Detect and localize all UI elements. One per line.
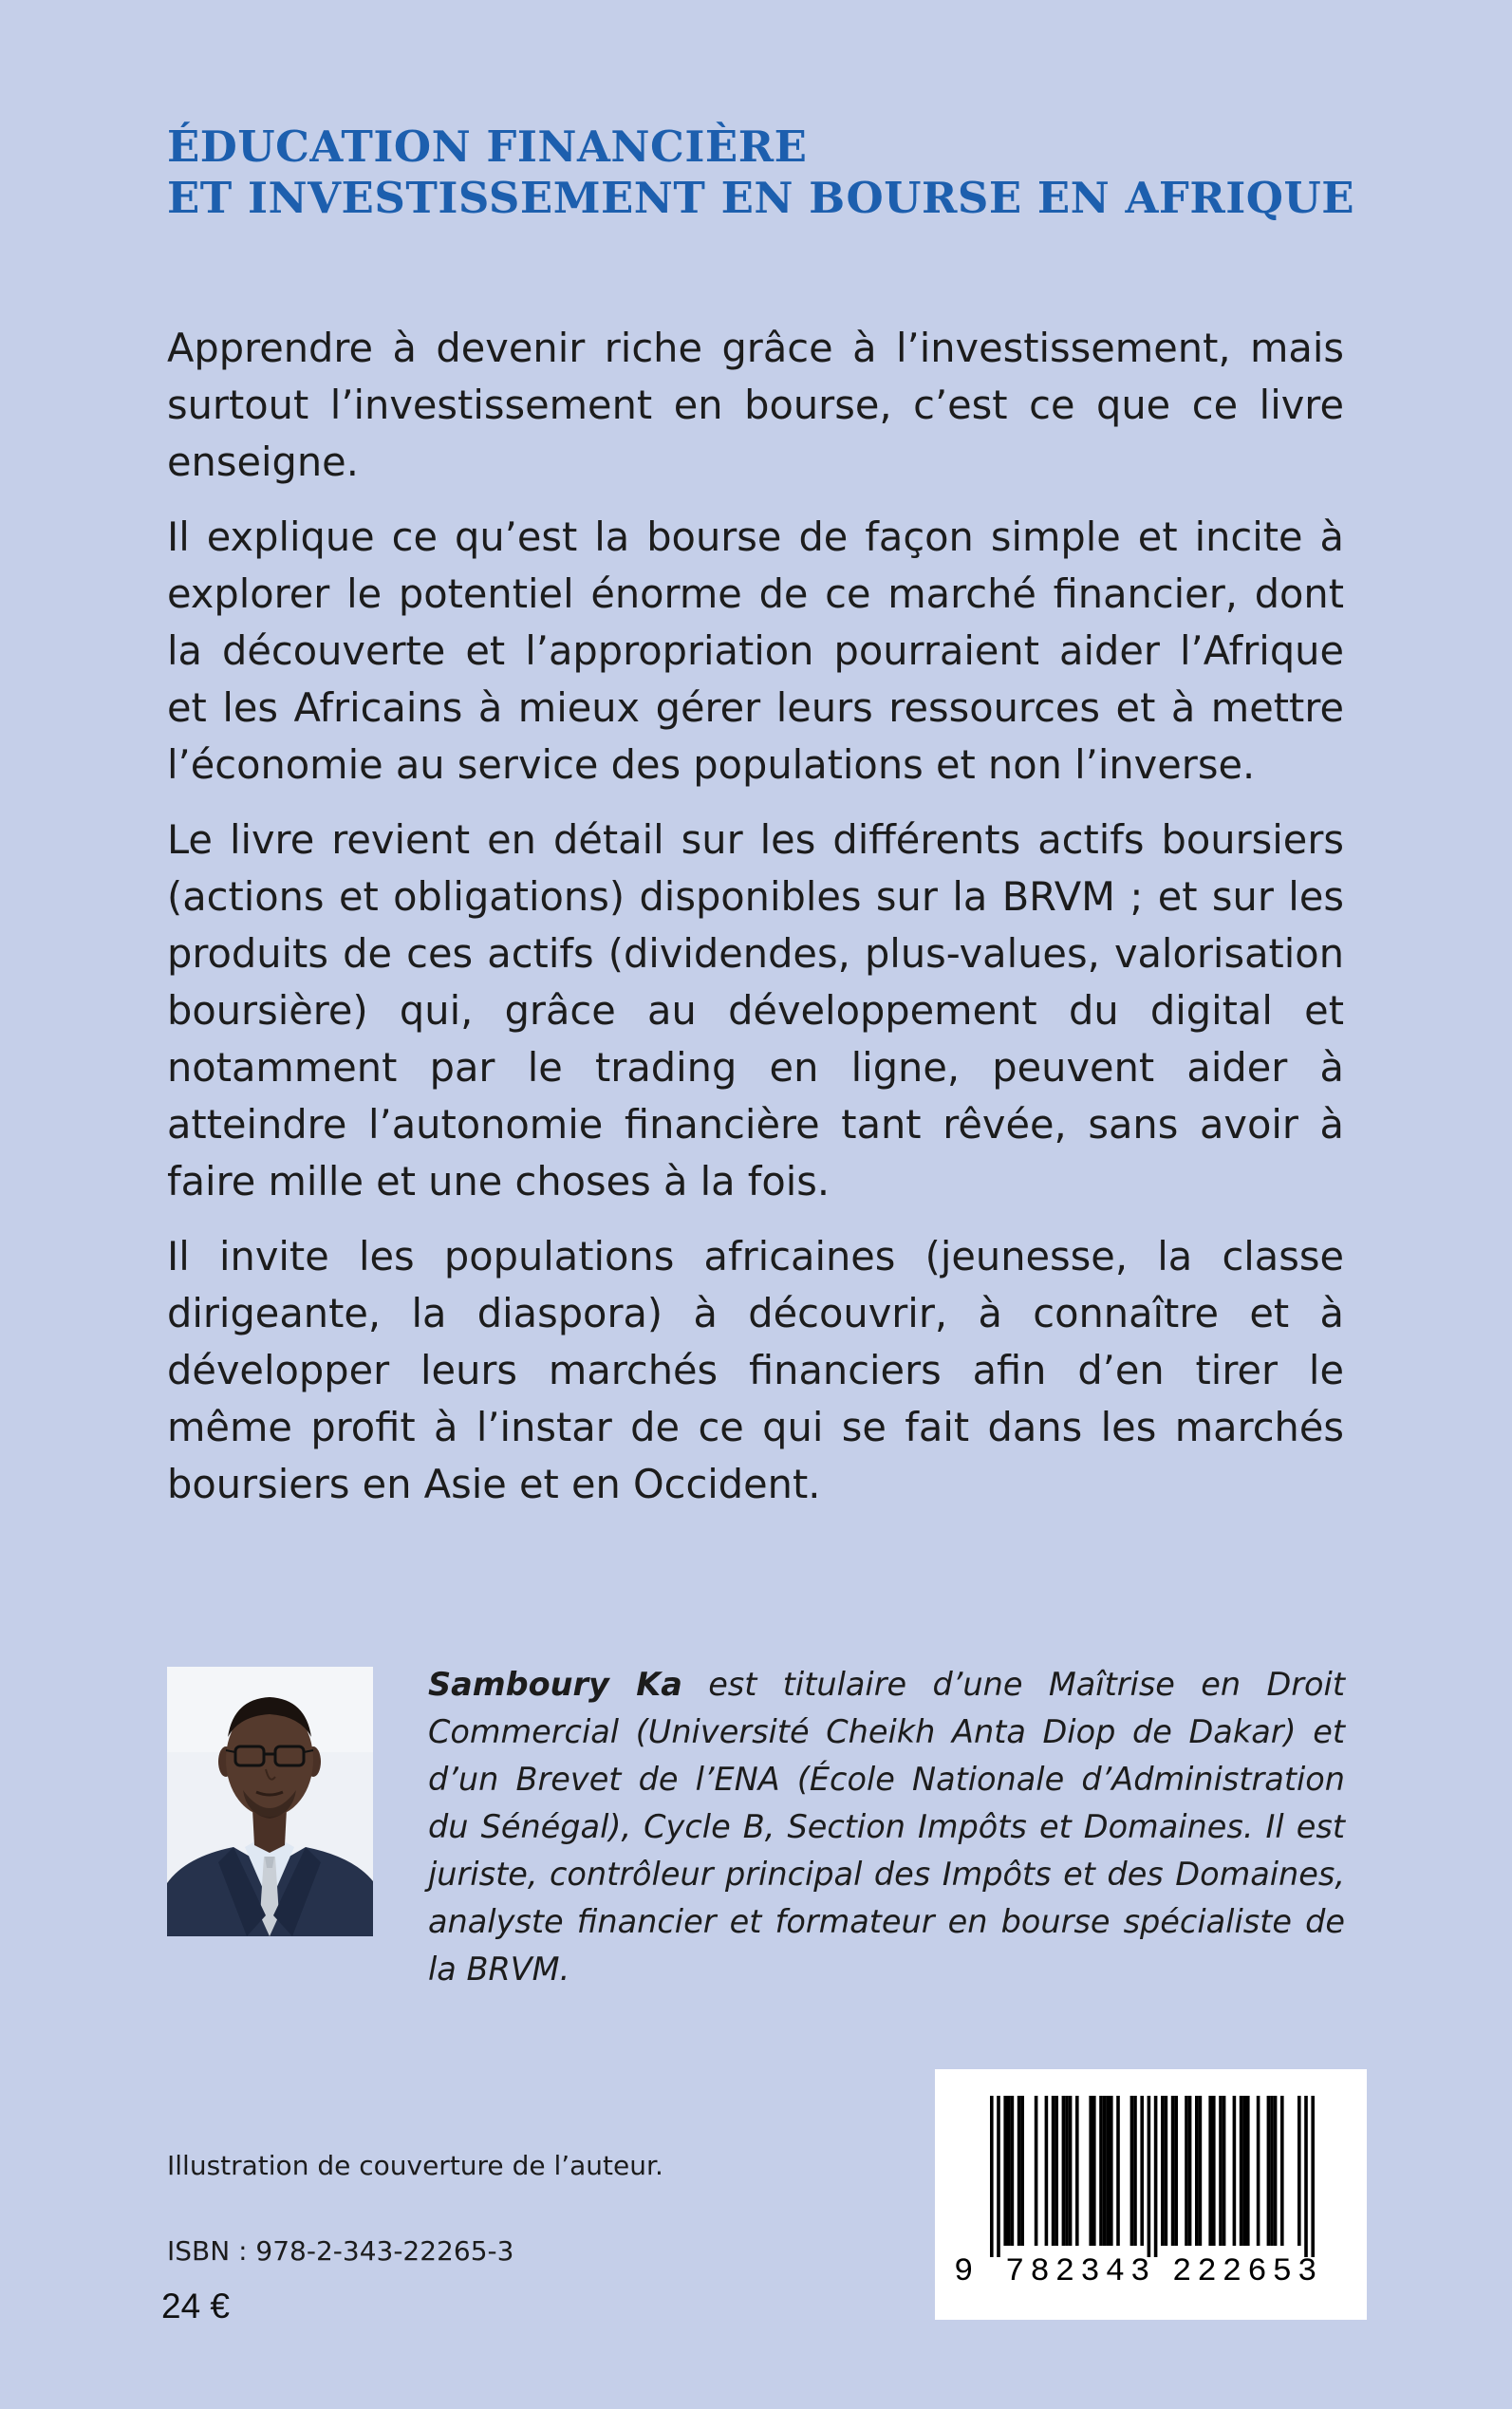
- author-name: Samboury Ka: [428, 1666, 682, 1703]
- blurb-paragraph-3: Le livre revient en détail sur les différents actifs boursiers (actions et obligations) disponibles sur la BRVM ; et sur les produits de ces actifs (dividendes, plus-values, valorisation boursière) qui, grâce au développement du digital et notamment par le trading en ligne, peuvent aider à atteindre l’autonomie financière tant rêvée, sans avoir à faire mille et une choses à la fois.: [167, 816, 1344, 1204]
- author-photo: [167, 1667, 373, 1936]
- barcode-bar: [1240, 2096, 1243, 2246]
- barcode-bar: [1140, 2096, 1144, 2246]
- cover-credit: Illustration de couverture de l’auteur.: [167, 2150, 663, 2181]
- barcode-digit-group-left: 782343: [1005, 2254, 1156, 2290]
- blurb-paragraph-2: Il explique ce qu’est la bourse de façon simple et incite à explorer le potentiel énorme de ce marché financier, dont la découverte et l’appropriation pourraient aider l’Afrique et les Africains à mieux gérer leurs ressources et à mettre l’économie au service des populations et non l’inverse.: [167, 514, 1344, 788]
- barcode-bar: [1188, 2096, 1192, 2246]
- barcode-bar: [1195, 2096, 1199, 2246]
- barcode-bar: [1020, 2096, 1024, 2246]
- price: 24 €: [161, 2287, 231, 2325]
- barcode-bar: [1099, 2096, 1103, 2246]
- barcode-bar: [1065, 2096, 1069, 2246]
- barcode-bar: [990, 2096, 994, 2257]
- barcode-bar: [1233, 2096, 1237, 2246]
- barcode-bar: [1208, 2096, 1212, 2246]
- barcode-bar: [1116, 2096, 1120, 2246]
- blurb: [167, 320, 1344, 1531]
- barcode-bar: [1069, 2096, 1073, 2246]
- author-bio: [428, 1661, 1345, 1993]
- barcode-bar: [1304, 2096, 1308, 2257]
- barcode-bar: [1062, 2096, 1066, 2246]
- barcode-bar: [1148, 2096, 1151, 2257]
- barcode-digit-group-right: 222653: [1172, 2254, 1323, 2290]
- barcode-bar: [1270, 2096, 1274, 2246]
- barcode-bar: [1242, 2096, 1246, 2246]
- barcode-bar: [1311, 2096, 1315, 2257]
- barcode-bar: [1280, 2096, 1284, 2246]
- barcode-bar: [1017, 2096, 1021, 2246]
- isbn: ISBN : 978-2-343-22265-3: [167, 2235, 514, 2267]
- barcode-bar: [1011, 2096, 1015, 2246]
- barcode-bar: [1007, 2096, 1011, 2246]
- barcode-bar: [1133, 2096, 1137, 2246]
- barcode-bar: [1171, 2096, 1175, 2246]
- barcode-bar: [1092, 2096, 1096, 2246]
- barcode-bar: [1165, 2096, 1168, 2246]
- barcode-bar: [1089, 2096, 1092, 2246]
- barcode-digit-first: 9: [954, 2254, 974, 2290]
- barcode-bar: [1199, 2096, 1203, 2246]
- barcode-bar: [1185, 2096, 1188, 2246]
- barcode-bar: [1267, 2096, 1271, 2246]
- book-title-line-1: ÉDUCATION FINANCIÈRE: [167, 121, 808, 172]
- blurb-paragraph-4: Il invite les populations africaines (jeunesse, la classe dirigeante, la diaspora) à découvrir, à connaître et à développer leurs marchés financiers afin d’en tirer le même profit à l’instar de ce qui se fait dans les marchés boursiers en Asie et en Occident.: [167, 1233, 1344, 1507]
- barcode-bar: [1174, 2096, 1178, 2246]
- barcode-bar: [1052, 2096, 1055, 2246]
- barcode-bar: [1075, 2096, 1079, 2246]
- barcode-bar: [1274, 2096, 1278, 2246]
- barcode-bar: [1257, 2096, 1260, 2246]
- barcode-bar: [1055, 2096, 1058, 2246]
- barcode-bar: [1161, 2096, 1165, 2246]
- blurb-paragraph-1: Apprendre à devenir riche grâce à l’investissement, mais surtout l’investissement en bourse, c’est ce que ce livre enseigne.: [167, 325, 1344, 485]
- barcode-bar: [1246, 2096, 1250, 2246]
- barcode-bar: [1003, 2096, 1007, 2246]
- barcode-bar: [1223, 2096, 1226, 2246]
- barcode: [935, 2069, 1367, 2320]
- author-bio-text: est titulaire d’une Maîtrise en Droit Commercial (Université Cheikh Anta Diop de Dakar) et d’un Brevet de l’ENA (École Nationale d’Administration du Sénégal), Cycle B, Section Impôts et Domaines. Il est juriste, contrôleur principal des Impôts et des Domaines, analyste financier et formateur en bourse spécialiste de la BRVM.: [428, 1666, 1345, 1988]
- barcode-bar: [1106, 2096, 1110, 2246]
- barcode-bar: [1219, 2096, 1223, 2246]
- barcode-bar: [1035, 2096, 1038, 2246]
- barcode-bar: [1045, 2096, 1049, 2246]
- barcode-bar: [1154, 2096, 1158, 2257]
- barcode-bar: [1130, 2096, 1134, 2246]
- book-title-line-2: ET INVESTISSEMENT EN BOURSE EN AFRIQUE: [167, 173, 1355, 223]
- barcode-bar: [997, 2096, 1000, 2257]
- barcode-bar: [1103, 2096, 1107, 2246]
- barcode-bar: [1212, 2096, 1216, 2246]
- barcode-bar: [1110, 2096, 1113, 2246]
- book-title: [167, 121, 1401, 224]
- barcode-bar: [1297, 2096, 1301, 2246]
- barcode-bars: [990, 2096, 1315, 2257]
